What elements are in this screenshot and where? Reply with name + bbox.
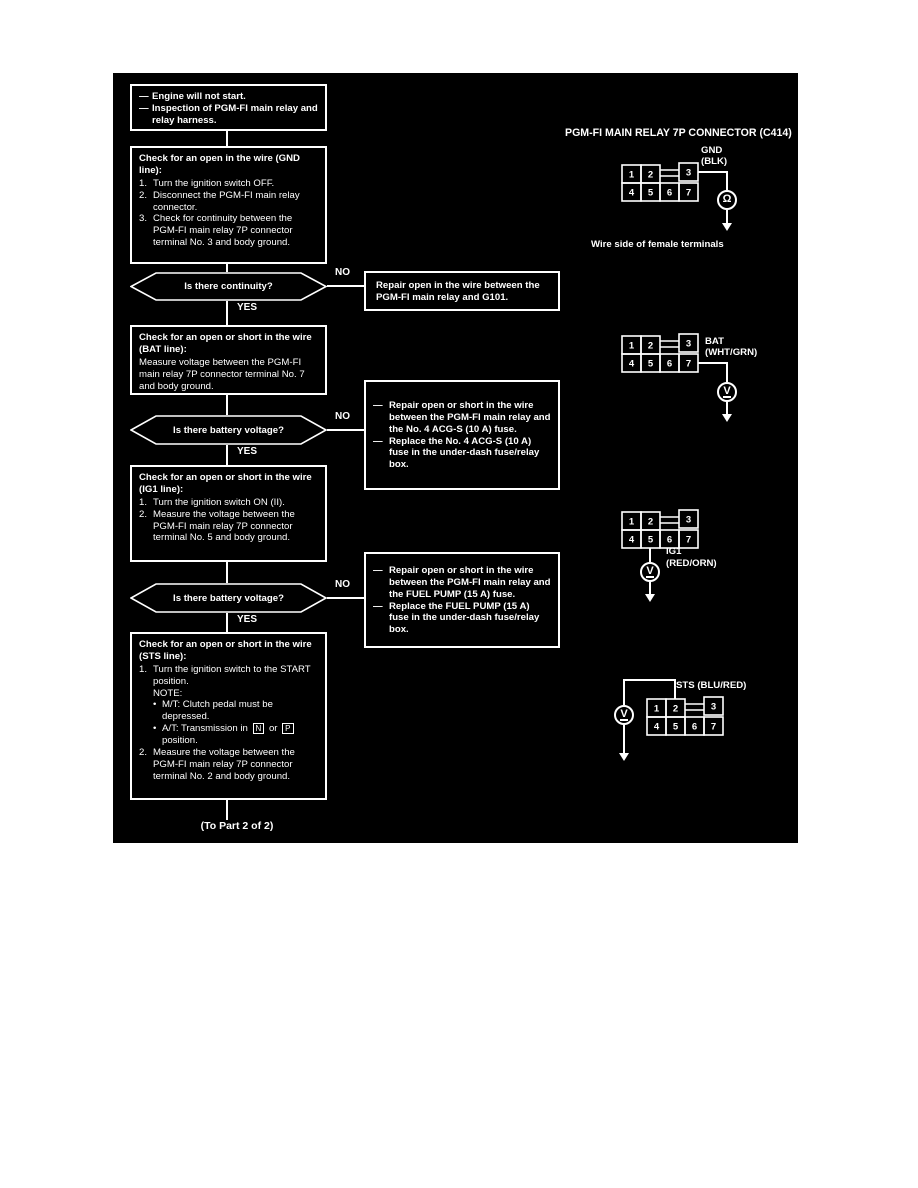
pin-2: 2 xyxy=(672,703,679,715)
start-item: — Inspection of PGM-FI main relay and relay harness. xyxy=(139,102,318,126)
pin-1: 1 xyxy=(628,169,635,181)
check-ig1-step: 2. Measure the voltage between the PGM-FI main relay 7P connector terminal No. 5 and body ground. xyxy=(139,508,295,544)
gnd-label: GND xyxy=(701,145,723,156)
decision-battery-voltage-1 xyxy=(130,415,327,445)
repair-fuelpump-item: — Repair open or short in the wire between the PGM-FI main relay and the FUEL PUMP (15 A) fuse. xyxy=(373,564,551,600)
decision-battery-voltage-2 xyxy=(130,583,327,613)
sts-wire xyxy=(623,679,676,681)
pin-3: 3 xyxy=(685,167,692,179)
yes-label: YES xyxy=(237,614,258,625)
check-ig1-box xyxy=(130,465,327,562)
flow-line xyxy=(226,395,228,415)
ground-icon xyxy=(722,223,732,231)
check-ig1-step: 1. Turn the ignition switch ON (II). xyxy=(139,496,285,508)
no-label: NO xyxy=(335,411,350,422)
decision-battery-voltage-2-label: Is there battery voltage? xyxy=(173,592,284,604)
flow-line xyxy=(226,301,228,325)
flow-line xyxy=(226,562,228,583)
pin-6: 6 xyxy=(691,721,698,733)
dash: — xyxy=(373,399,383,411)
pin-7: 7 xyxy=(685,187,692,199)
flowchart-panel xyxy=(113,73,798,843)
flow-line xyxy=(226,445,228,465)
ohmmeter-icon: Ω xyxy=(717,190,737,210)
to-part-2-label: (To Part 2 of 2) xyxy=(200,820,274,832)
pin-7: 7 xyxy=(710,721,717,733)
pin-5: 5 xyxy=(672,721,679,733)
gnd-wire xyxy=(698,171,728,173)
connector-7p-sts xyxy=(646,696,724,736)
flow-line xyxy=(226,800,228,820)
bat-label: BAT xyxy=(705,336,725,347)
check-gnd-step: 1. Turn the ignition switch OFF. xyxy=(139,177,275,189)
repair-fuelpump-item: — Replace the FUEL PUMP (15 A) fuse in the under-dash fuse/relay box. xyxy=(373,600,540,636)
ground-icon xyxy=(722,414,732,422)
no-line xyxy=(327,597,364,599)
repair-g101-box xyxy=(364,271,560,311)
pin-6: 6 xyxy=(666,187,673,199)
pin-4: 4 xyxy=(628,187,635,199)
repair-g101-text: Repair open in the wire between the PGM-FI main relay and G101. xyxy=(376,279,540,303)
pin-3: 3 xyxy=(710,701,717,713)
check-gnd-box xyxy=(130,146,327,264)
repair-acg-item: — Repair open or short in the wire between the PGM-FI main relay and the No. 4 ACG-S (10 A) fuse. xyxy=(373,399,551,435)
pin-6: 6 xyxy=(666,358,673,370)
note-at-or: or xyxy=(268,723,278,735)
flow-line xyxy=(226,131,228,146)
note-mt: • M/T: Clutch pedal must be depressed. xyxy=(153,699,273,723)
bat-color-label: (WHT/GRN) xyxy=(705,347,758,358)
pin-3: 3 xyxy=(685,514,692,526)
no-line xyxy=(327,429,364,431)
start-item: — Engine will not start. xyxy=(139,91,246,102)
dash: — xyxy=(139,91,149,102)
sts-label: STS (BLU/RED) xyxy=(676,680,747,691)
yes-label: YES xyxy=(237,446,258,457)
pin-7: 7 xyxy=(685,358,692,370)
pin-4: 4 xyxy=(628,358,635,370)
dash: — xyxy=(139,102,149,114)
dash: — xyxy=(373,435,383,447)
decision-continuity xyxy=(130,272,327,301)
note-at-pre: A/T: Transmission in xyxy=(162,723,248,735)
check-bat-box xyxy=(130,325,327,395)
wire-side-caption: Wire side of female terminals xyxy=(591,239,724,250)
bullet: • xyxy=(153,723,157,735)
ground-icon xyxy=(619,753,629,761)
no-label: NO xyxy=(335,579,350,590)
pin-7: 7 xyxy=(685,534,692,546)
yes-label: YES xyxy=(237,302,258,313)
pin-6: 6 xyxy=(666,534,673,546)
connector-7p-gnd xyxy=(621,162,699,202)
bat-wire xyxy=(698,362,728,364)
check-sts-step2: 2. Measure the voltage between the PGM-FI main relay 7P connector terminal No. 2 and body ground. xyxy=(139,747,295,782)
pin-3: 3 xyxy=(685,338,692,350)
pin-4: 4 xyxy=(628,534,635,546)
check-sts-box xyxy=(130,632,327,800)
connector-7p-bat xyxy=(621,333,699,373)
pin-1: 1 xyxy=(653,703,660,715)
check-gnd-step: 2. Disconnect the PGM-FI main relay connector. xyxy=(139,189,300,213)
ground-icon xyxy=(645,594,655,602)
connector-7p-ig1 xyxy=(621,509,699,549)
check-gnd-title: Check for an open in the wire (GND line): xyxy=(139,153,300,176)
pin-5: 5 xyxy=(647,358,654,370)
check-bat-body: Measure voltage between the PGM-FI main relay 7P connector terminal No. 7 and body ground. xyxy=(139,356,305,392)
start-box xyxy=(130,84,327,131)
flow-line xyxy=(226,264,228,272)
note-at xyxy=(153,723,318,747)
repair-acg-box xyxy=(364,380,560,490)
note-at-post: position. xyxy=(162,735,198,747)
decision-continuity-label: Is there continuity? xyxy=(184,281,273,292)
dash: — xyxy=(373,564,383,576)
sts-wire xyxy=(623,725,625,753)
no-line xyxy=(327,285,364,287)
gear-n-key: N xyxy=(253,723,265,734)
ig1-color-label: (RED/ORN) xyxy=(666,558,717,569)
voltmeter-icon: V xyxy=(640,562,660,582)
sts-wire xyxy=(623,679,625,705)
connector-panel-title: PGM-FI MAIN RELAY 7P CONNECTOR (C414) xyxy=(565,127,792,139)
sts-wire xyxy=(674,679,676,699)
flow-line xyxy=(226,613,228,632)
bat-wire xyxy=(726,402,728,414)
pin-2: 2 xyxy=(647,169,654,181)
pin-2: 2 xyxy=(647,516,654,528)
pin-1: 1 xyxy=(628,516,635,528)
pin-5: 5 xyxy=(647,187,654,199)
voltmeter-icon: V xyxy=(717,382,737,402)
gnd-color-label: (BLK) xyxy=(701,156,728,167)
pin-5: 5 xyxy=(647,534,654,546)
gnd-wire xyxy=(726,210,728,223)
bat-wire xyxy=(726,362,728,382)
dash: — xyxy=(373,600,383,612)
note-label: NOTE: xyxy=(153,687,183,699)
pin-4: 4 xyxy=(653,721,660,733)
decision-battery-voltage-1-label: Is there battery voltage? xyxy=(173,424,284,436)
check-bat-title: Check for an open or short in the wire (BAT line): xyxy=(139,332,312,355)
gear-p-key: P xyxy=(282,723,293,734)
ig1-wire xyxy=(649,582,651,594)
gnd-wire xyxy=(726,171,728,190)
bullet: • xyxy=(153,699,157,711)
pin-2: 2 xyxy=(647,340,654,352)
pin-1: 1 xyxy=(628,340,635,352)
voltmeter-icon: V xyxy=(614,705,634,725)
ig1-label: IG1 xyxy=(666,546,682,557)
ig1-wire xyxy=(649,548,651,562)
repair-acg-item: — Replace the No. 4 ACG-S (10 A) fuse in the under-dash fuse/relay box. xyxy=(373,435,540,471)
check-gnd-step: 3. Check for continuity between the PGM-FI main relay 7P connector terminal No. 3 and body ground. xyxy=(139,213,293,249)
check-ig1-title: Check for an open or short in the wire (IG1 line): xyxy=(139,472,312,495)
check-sts-title: Check for an open or short in the wire (STS line): xyxy=(139,639,312,662)
no-label: NO xyxy=(335,267,350,278)
repair-fuelpump-box xyxy=(364,552,560,648)
check-sts-step1: 1. Turn the ignition switch to the START position. xyxy=(139,663,311,687)
